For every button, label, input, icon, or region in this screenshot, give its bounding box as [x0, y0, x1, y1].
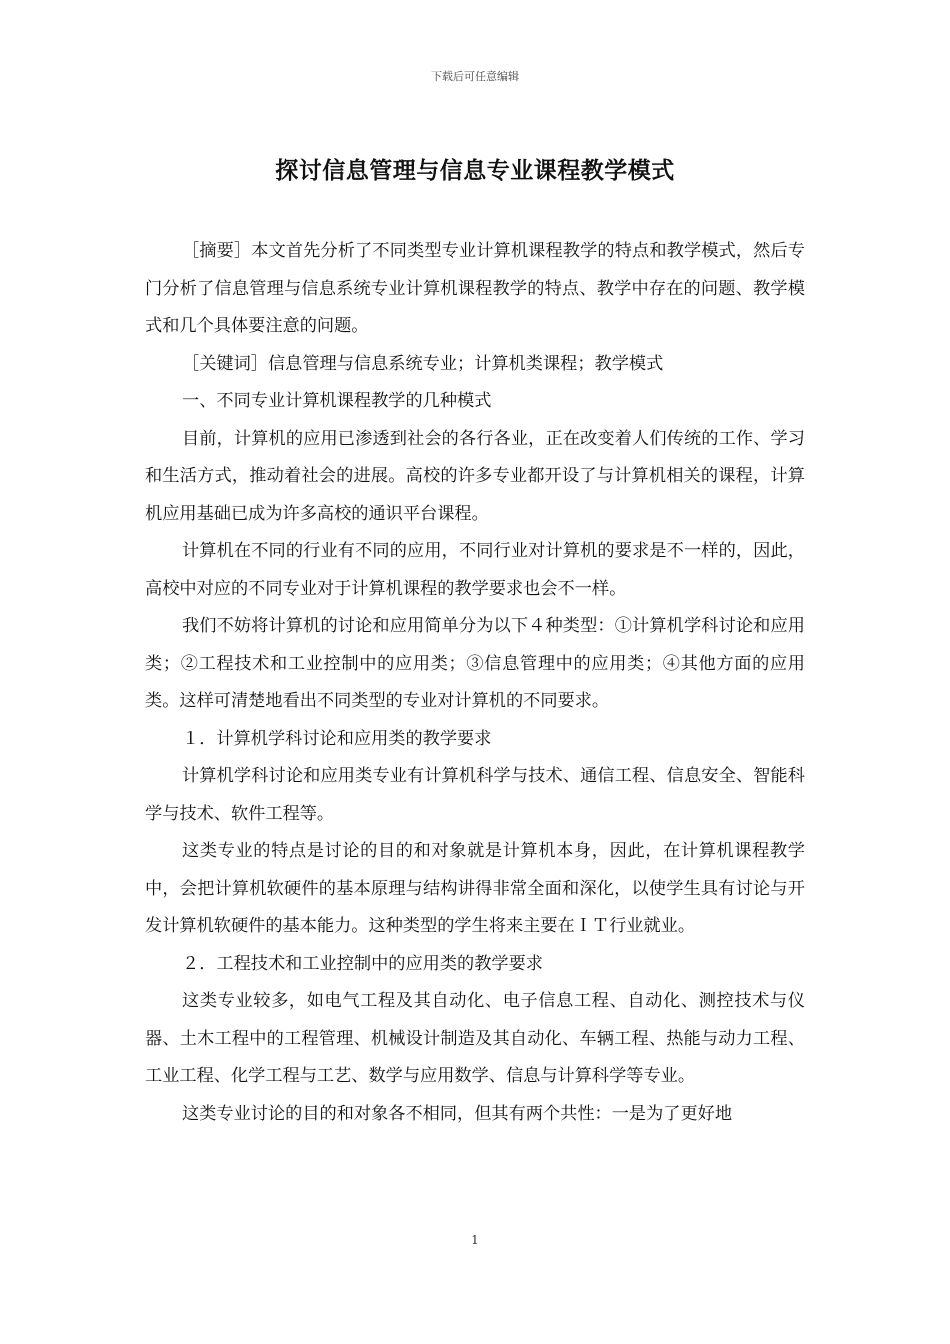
paragraph: 我们不妨将计算机的讨论和应用简单分为以下４种类型：①计算机学科讨论和应用类；②工程技术和工业控制中的应用类；③信息管理中的应用类；④其他方面的应用类。这样可清楚地看出不同类型的专业对计算机的不同要求。: [145, 616, 805, 711]
subsection-heading-1: １．计算机学科讨论和应用类的教学要求: [182, 728, 492, 749]
paragraph-abstract: ［摘要］本文首先分析了不同类型专业计算机课程教学的特点和教学模式，然后专门分析了信息管理与信息系统专业计算机课程教学的特点、教学中存在的问题、教学模式和几个具体要注意的问题。: [145, 241, 805, 336]
page-number: 1: [471, 1233, 479, 1247]
paragraph: 计算机学科讨论和应用类专业有计算机科学与技术、通信工程、信息安全、智能科学与技术、软件工程等。: [145, 766, 805, 824]
page-header: 下载后可任意编辑: [431, 70, 519, 83]
paragraph: 这类专业讨论的目的和对象各不相同，但其有两个共性：一是为了更好地: [182, 1103, 733, 1124]
paragraph-keywords: ［关键词］信息管理与信息系统专业；计算机类课程；教学模式: [182, 353, 664, 374]
paragraph: 这类专业的特点是讨论的目的和对象就是计算机本身，因此，在计算机课程教学中，会把计算机软硬件的基本原理与结构讲得非常全面和深化，以使学生具有讨论与开发计算机软硬件的基本能力。这种类型的学生将来主要在ＩＴ行业就业。: [145, 841, 805, 936]
document-title: 探讨信息管理与信息专业课程教学模式: [275, 158, 675, 184]
document-body: [145, 233, 805, 1133]
subsection-heading-2: ２．工程技术和工业控制中的应用类的教学要求: [182, 953, 543, 974]
paragraph: 这类专业较多，如电气工程及其自动化、电子信息工程、自动化、测控技术与仪器、土木工程中的工程管理、机械设计制造及其自动化、车辆工程、热能与动力工程、工业工程、化学工程与工艺、数学与应用数学、信息与计算科学等专业。: [145, 991, 805, 1086]
paragraph: 计算机在不同的行业有不同的应用，不同行业对计算机的要求是不一样的，因此，高校中对应的不同专业对于计算机课程的教学要求也会不一样。: [145, 541, 805, 599]
section-heading-1: 一、不同专业计算机课程教学的几种模式: [182, 391, 492, 411]
paragraph: 目前，计算机的应用已渗透到社会的各行各业，正在改变着人们传统的工作、学习和生活方式，推动着社会的进展。高校的许多专业都开设了与计算机相关的课程，计算机应用基础已成为许多高校的通识平台课程。: [145, 428, 805, 524]
